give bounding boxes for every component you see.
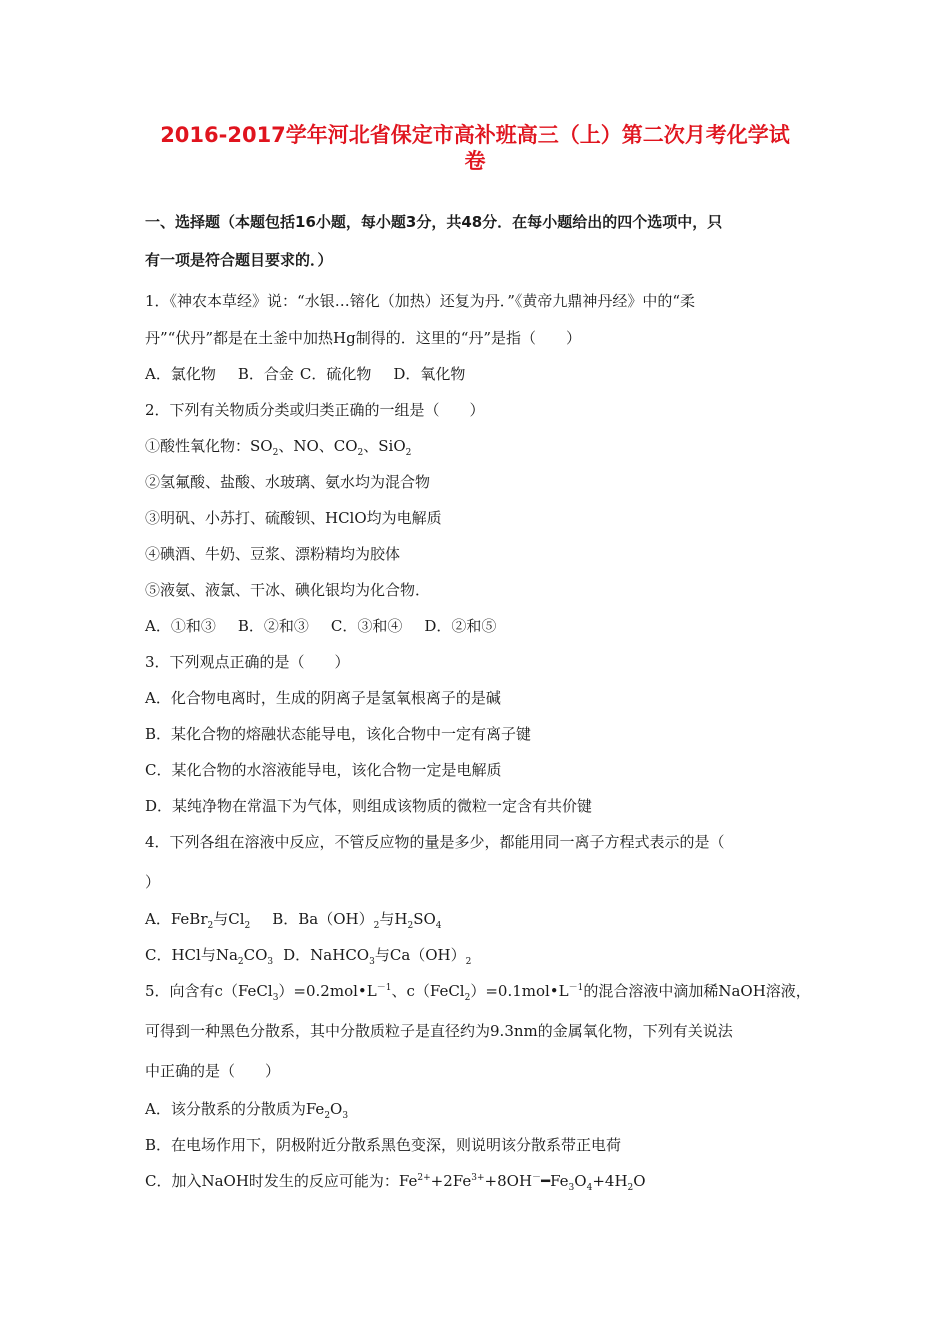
q2-option-a: A．①和③ [145,617,216,635]
q4-a-text: A．FeBr [145,910,208,928]
superscript: －1 [568,983,584,993]
q2-statement-1 [145,436,825,456]
q5-c-text: C．加入NaOH时发生的反应可能为：Fe [145,1172,418,1190]
q5-option-b: B．在电场作用下，阴极附近分散系黑色变深，则说明该分散系带正电荷 [145,1136,622,1154]
subscript: 2 [237,957,244,967]
subscript: 3 [568,1183,575,1193]
q4-stem-line-1: 4．下列各组在溶液中反应，不管反应物的量是多少，都能用同一离子方程式表示的是（ [145,833,725,851]
q4-option-b [272,910,442,931]
q3-option-b: B．某化合物的熔融状态能导电，该化合物中一定有离子键 [145,725,532,743]
subscript: 2 [324,1111,331,1121]
q3-option-c: C．某化合物的水溶液能导电，该化合物一定是电解质 [145,761,502,779]
q4-option-c [145,946,274,967]
subscript: 3 [369,957,375,967]
q4-a-text: 与Cl [213,910,245,928]
q5-c-text: ━Fe [541,1172,569,1190]
q5-text: 、c（FeCl [391,982,465,1000]
q2-s1-text: 、NO、CO [278,437,358,455]
q1-stem-line-1: 1．《神农本草经》说：“水银…镕化（加热）还复为丹．”《黄帝九鼎神丹经》中的“柔 [145,292,696,310]
q1-option-c: C．硫化物 [299,365,372,383]
q1-option-a: A．氯化物 [145,365,216,383]
superscript: 3+ [471,1173,485,1183]
q1-option-d: D．氧化物 [393,365,466,383]
q5-text: 的混合溶液中滴加稀NaOH溶液， [583,982,811,1000]
q4-d-text: D．NaHCO [283,946,370,964]
q5-a-text: A．该分散系的分散质为Fe [145,1100,325,1118]
subscript: 2 [464,993,471,1003]
q2-statement-3: ③明矾、小苏打、硫酸钡、HClO均为电解质 [145,509,442,527]
q4-option-d [283,946,472,967]
q5-option-c [145,1171,825,1191]
q5-text: 5．向含有c（FeCl [145,982,273,1000]
q2-option-b: B．②和③ [237,617,309,635]
q4-b-text: 与H [379,910,408,928]
q3-option-a: A．化合物电离时，生成的阴离子是氢氧根离子的是碱 [145,689,501,707]
q5-c-text: O [633,1172,646,1190]
q1-options [145,364,825,384]
subscript: 2 [373,921,380,931]
q2-stem: 2．下列有关物质分类或归类正确的一组是（ ） [145,401,485,419]
q4-option-a [145,910,251,931]
q2-s1-text: ①酸性氧化物：SO [145,437,273,455]
subscript: 4 [586,1183,593,1193]
q5-a-text: O [330,1100,343,1118]
q5-c-text: +8OH [484,1172,533,1190]
q4-d-text: 与Ca（OH） [374,946,466,964]
q3-option-d: D．某纯净物在常温下为气体，则组成该物质的微粒一定含有共价键 [145,797,593,815]
q2-statement-2: ②氢氟酸、盐酸、水玻璃、氨水均为混合物 [145,473,431,491]
subscript: 3 [342,1111,349,1121]
q1-option-b: B．合金 [237,365,294,383]
subscript: 2 [405,448,412,458]
superscript: －1 [376,983,392,993]
q4-b-text: B．Ba（OH） [272,910,374,928]
q5-c-text: +4H [592,1172,628,1190]
q4-options-cd [145,945,825,965]
subscript: 4 [435,921,442,931]
q2-options [145,616,825,636]
q5-c-text: +2Fe [430,1172,472,1190]
q5-option-a [145,1099,825,1119]
subscript: 2 [272,448,279,458]
q5-text: ）=0.2mol•L [278,982,377,1000]
title-line-2: 卷 [464,149,486,173]
section-heading-line-2: 有一项是符合题目要求的．） [145,251,333,269]
subscript: 2 [357,448,364,458]
q5-c-text: O [574,1172,587,1190]
subscript: 2 [627,1183,634,1193]
q2-statement-5: ⑤液氨、液氯、干冰、碘化银均为化合物． [145,581,431,599]
q2-statement-4: ④碘酒、牛奶、豆浆、漂粉精均为胶体 [145,545,401,563]
document-title [60,122,890,174]
q5-stem-line-1 [145,981,825,1001]
q5-stem-line-3: 中正确的是（ ） [145,1062,281,1080]
q1-stem-line-2: 丹”“伏丹”都是在土釜中加热Hg制得的．这里的“丹”是指（ ） [145,329,582,347]
q2-option-c: C．③和④ [330,617,403,635]
q4-c-text: CO [243,946,268,964]
q4-c-text: C．HCl与Na [145,946,238,964]
superscript: － [532,1173,542,1183]
subscript: 3 [272,993,279,1003]
q4-options-ab [145,909,825,929]
q5-stem-line-2: 可得到一种黑色分散系，其中分散质粒子是直径约为9.3nm的金属氧化物，下列有关说法 [145,1022,733,1040]
title-line-1: 2016-2017学年河北省保定市高补班高三（上）第二次月考化学试 [160,123,790,147]
subscript: 3 [267,957,274,967]
subscript: 2 [207,921,214,931]
subscript: 2 [407,921,414,931]
section-heading-line-1: 一、选择题（本题包括16小题，每小题3分，共48分．在每小题给出的四个选项中，只 [145,213,723,231]
subscript: 2 [244,921,251,931]
q5-text: ）=0.1mol•L [470,982,569,1000]
q2-s1-text: 、SiO [363,437,406,455]
q4-b-text: SO [413,910,436,928]
superscript: 2+ [417,1173,431,1183]
q4-stem-line-2: ） [145,873,161,891]
q3-stem: 3．下列观点正确的是（ ） [145,653,350,671]
q2-option-d: D．②和⑤ [424,617,497,635]
subscript: 2 [465,957,472,967]
